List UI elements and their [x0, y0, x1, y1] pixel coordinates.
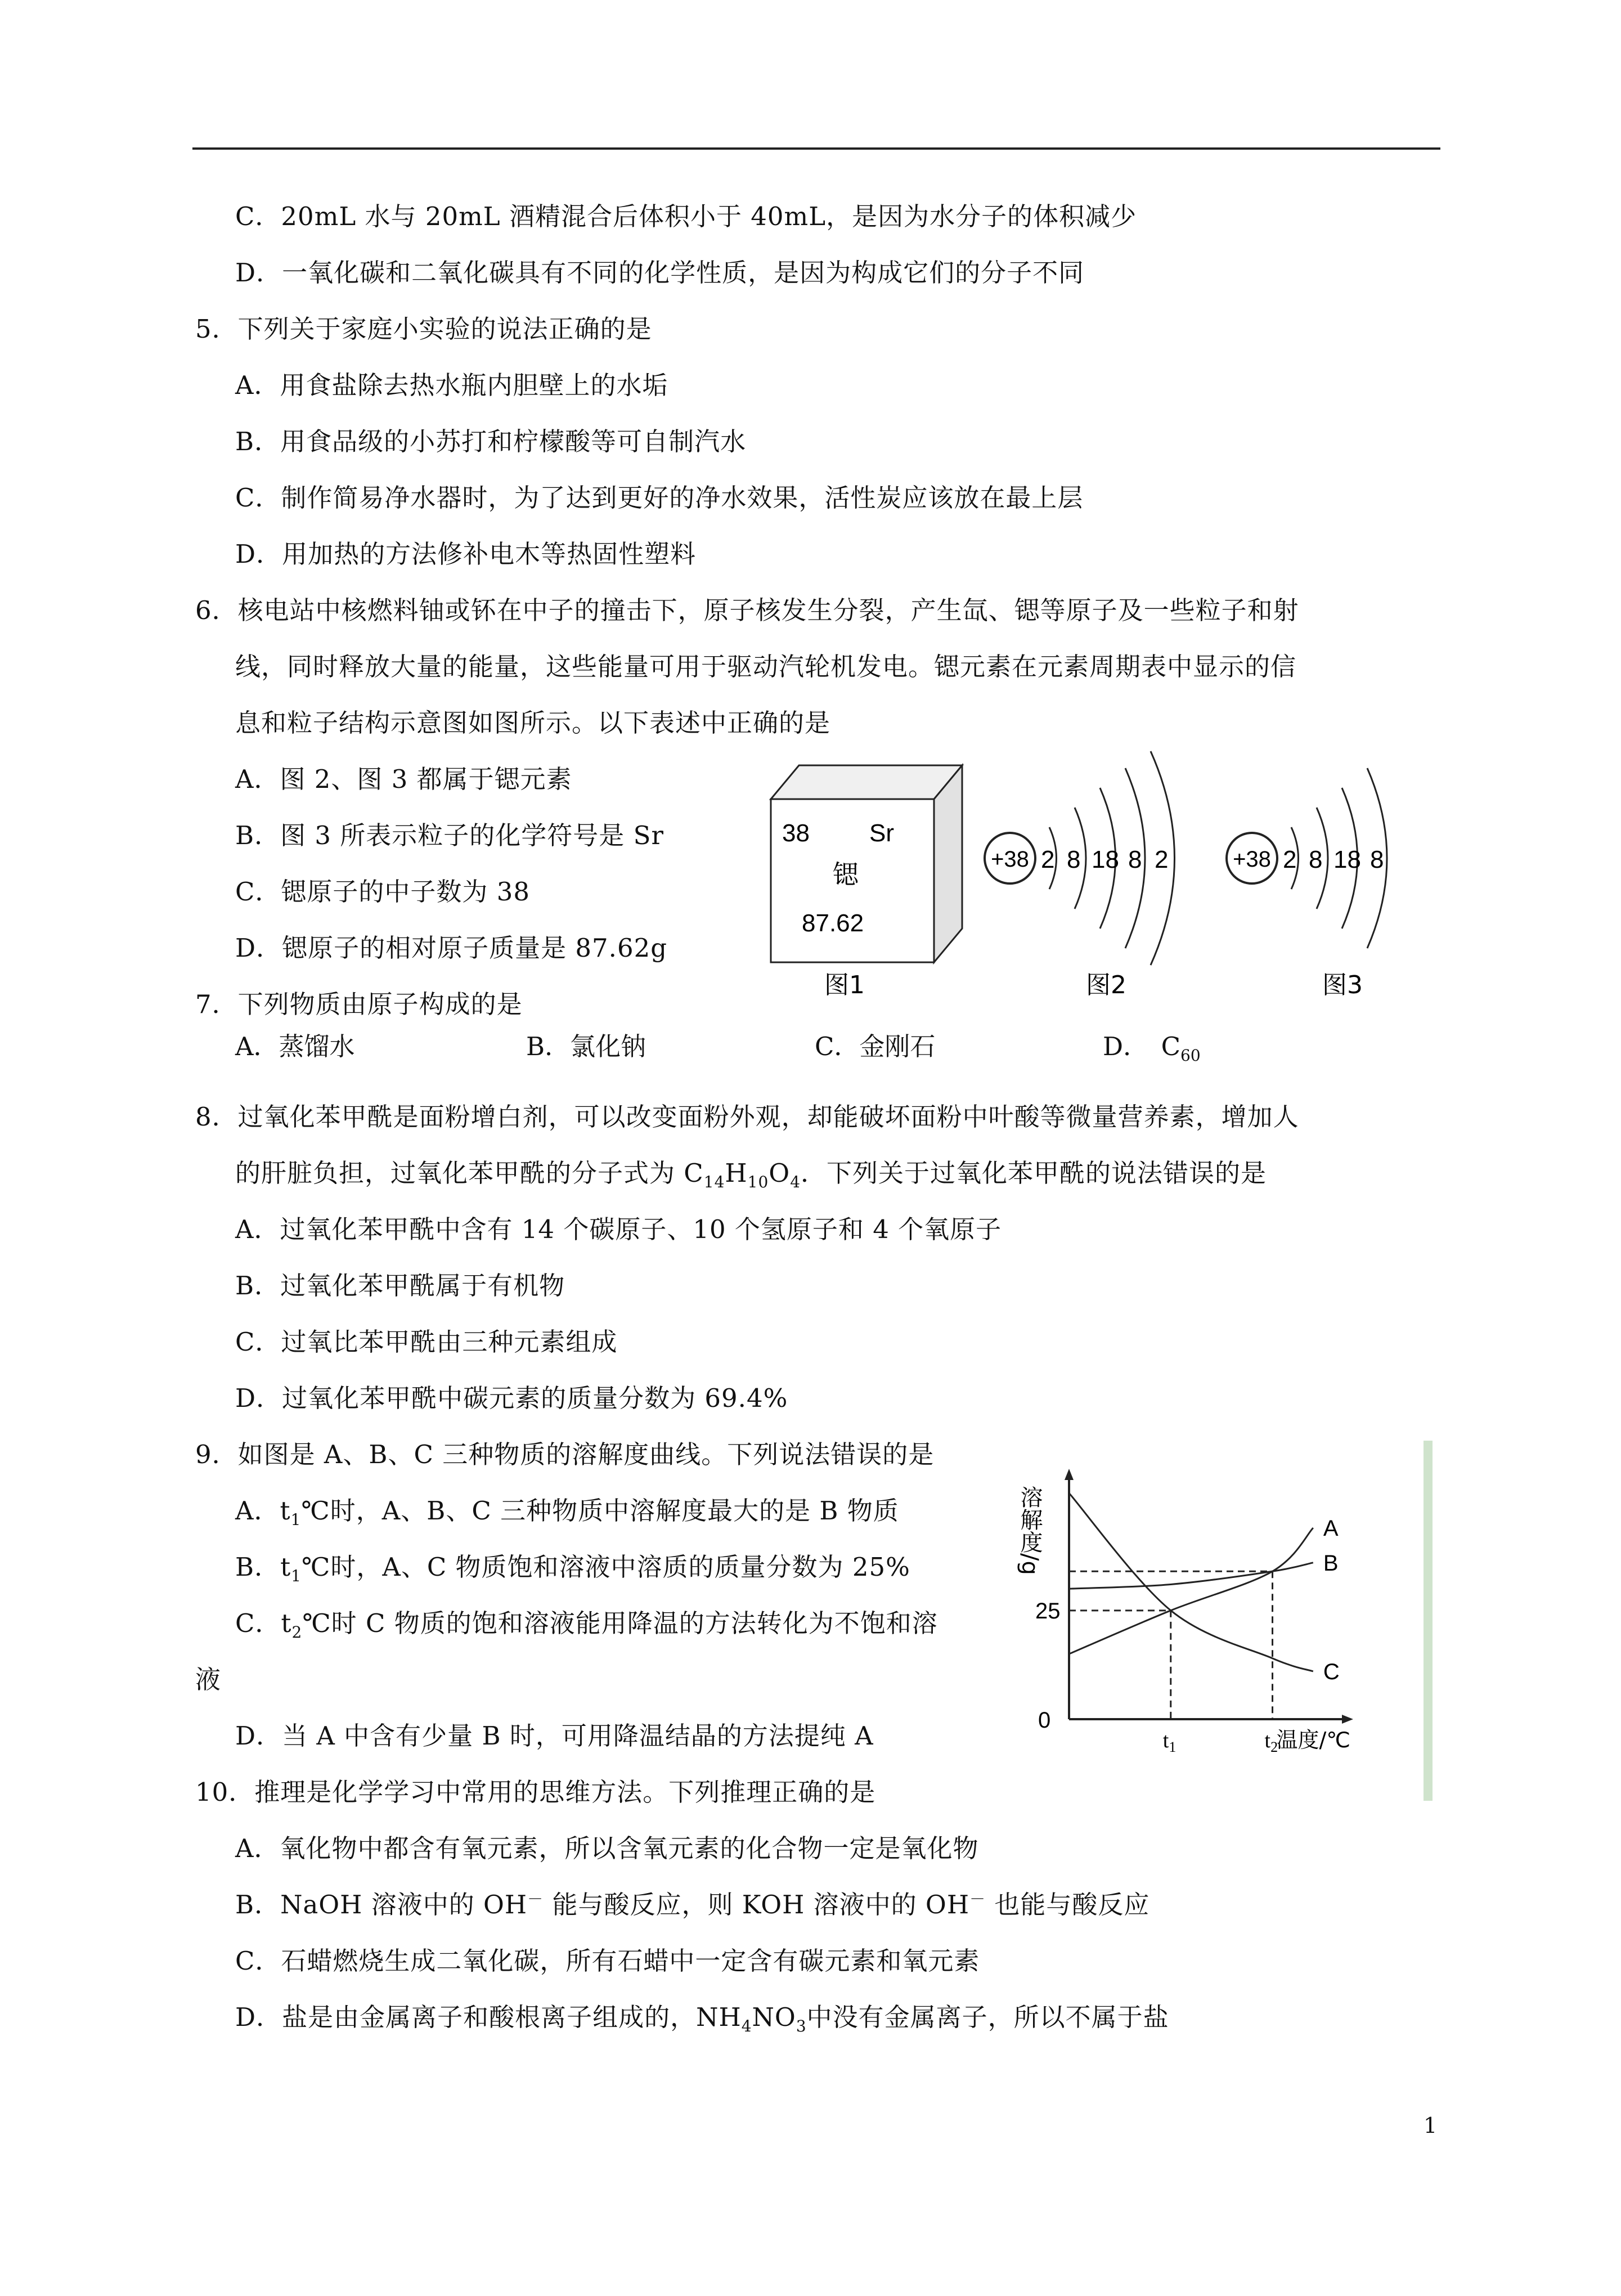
q9-option-d: D．当 A 中含有少量 B 时，可用降温结晶的方法提纯 A — [235, 1721, 874, 1751]
curve-A — [1069, 1528, 1313, 1654]
fig2-shell-2: 8 — [1067, 846, 1081, 873]
fig3-shell-3: 18 — [1333, 846, 1361, 873]
q8-option-c: C．过氧比苯甲酰由三种元素组成 — [235, 1327, 618, 1357]
q8-option-d: D．过氧化苯甲酰中碳元素的质量分数为 69.4% — [235, 1383, 788, 1413]
fig2-shell-1: 2 — [1041, 846, 1055, 873]
solubility-chart — [1013, 1463, 1407, 1756]
y-axis-arrow — [1065, 1469, 1074, 1480]
periodic-table-cube — [771, 765, 962, 962]
q7-option-a: A．蒸馏水 — [235, 1032, 355, 1061]
x-tick-t1: $t_1$ — [1162, 1729, 1177, 1755]
q10-option-b: B．NaOH 溶液中的 OH－ 能与酸反应，则 KOH 溶液中的 OH－ 也能与酸反应 — [235, 1890, 1150, 1920]
q5-option-a: A．用食盐除去热水瓶内胆壁上的水垢 — [235, 370, 668, 400]
chart-marks — [1035, 1493, 1340, 1755]
element-symbol: Sr — [869, 819, 894, 847]
q7-stem: 7．下列物质由原子构成的是 — [195, 989, 523, 1019]
q10-option-d: D．盐是由金属离子和酸根离子组成的，$NH_4NO_3$中没有金属离子，所以不属于盐 — [235, 2002, 1169, 2035]
q6-stem-line2: 线，同时释放大量的能量，这些能量可用于驱动汽轮机发电。锶元素在元素周期表中显示的信 — [235, 652, 1297, 681]
figure-2-label: 图2 — [1086, 971, 1126, 999]
y-tick-25: 25 — [1035, 1598, 1061, 1624]
page-number: 1 — [1424, 2113, 1438, 2138]
q7-option-c: C．金刚石 — [815, 1032, 936, 1061]
strontium-figure — [754, 743, 1429, 1002]
q10-stem: 10．推理是化学学习中常用的思维方法。下列推理正确的是 — [195, 1777, 876, 1807]
q9-option-c-wrap: 液 — [195, 1665, 222, 1694]
q5-stem: 5．下列关于家庭小实验的说法正确的是 — [195, 314, 652, 344]
q9-option-a: A．$t_1℃$时，A、B、C 三种物质中溶解度最大的是 B 物质 — [235, 1496, 899, 1529]
header-rule — [192, 147, 1440, 150]
q7-option-b: B．氯化钠 — [526, 1032, 646, 1061]
q10-option-a: A．氧化物中都含有氧元素，所以含氧元素的化合物一定是氧化物 — [235, 1833, 979, 1863]
q5-option-d: D．用加热的方法修补电木等热固性塑料 — [235, 539, 697, 569]
q6-option-d: D．锶原子的相对原子质量是 87.62g — [235, 933, 668, 963]
atom-structure-fig2 — [985, 751, 1175, 965]
curve-label-B: B — [1323, 1550, 1339, 1576]
fig3-shell-2: 8 — [1309, 846, 1323, 873]
origin-label: 0 — [1038, 1708, 1051, 1733]
fig2-shell-3: 18 — [1092, 846, 1119, 873]
q4-option-d: D．一氧化碳和二氧化碳具有不同的化学性质，是因为构成它们的分子不同 — [235, 258, 1085, 288]
x-axis-arrow — [1342, 1715, 1353, 1724]
element-name: 锶 — [833, 859, 859, 890]
q4-option-c: C．20mL 水与 20mL 酒精混合后体积小于 40mL，是因为水分子的体积减少 — [235, 201, 1137, 231]
curve-label-A: A — [1323, 1516, 1339, 1541]
element-number: 38 — [782, 819, 810, 847]
fig3-shell-4: 8 — [1370, 846, 1384, 873]
figure-1-label: 图1 — [824, 971, 865, 999]
q8-stem-line2: 的肝脏负担，过氧化苯甲酰的分子式为 $C_{14}H_{10}O_4$．下列关于过氧化苯甲酰的说法错误的是 — [235, 1158, 1267, 1191]
q10-option-c: C．石蜡燃烧生成二氧化碳，所有石蜡中一定含有碳元素和氧元素 — [235, 1946, 980, 1976]
q7-option-d: D． $C_{60}$ — [1103, 1032, 1201, 1065]
q9-option-b: B．$t_1℃$时，A、C 物质饱和溶液中溶质的质量分数为 25% — [235, 1552, 910, 1585]
y-axis-label: 溶解度/g — [1017, 1486, 1043, 1575]
q9-option-c: C．$t_2℃$时 C 物质的饱和溶液能用降温的方法转化为不饱和溶 — [235, 1608, 938, 1642]
q6-stem-line1: 6．核电站中核燃料铀或钚在中子的撞击下，原子核发生分裂，产生氙、锶等原子及一些粒子和射 — [195, 595, 1299, 625]
q6-option-c: C．锶原子的中子数为 38 — [235, 877, 530, 907]
x-tick-t2: $t_2$ — [1264, 1729, 1278, 1755]
atom-structure-fig3 — [1227, 768, 1387, 948]
q6-option-a: A．图 2、图 3 都属于锶元素 — [235, 764, 572, 794]
q5-option-b: B．用食品级的小苏打和柠檬酸等可自制汽水 — [235, 427, 747, 456]
q8-stem-line1: 8．过氧化苯甲酰是面粉增白剂，可以改变面粉外观，却能破坏面粉中叶酸等微量营养素，增加人 — [195, 1102, 1299, 1132]
decorative-side-bar — [1424, 1441, 1433, 1801]
q6-stem-line3: 息和粒子结构示意图如图所示。以下表述中正确的是 — [235, 708, 831, 738]
q8-option-b: B．过氧化苯甲酰属于有机物 — [235, 1271, 565, 1301]
curve-B — [1069, 1563, 1313, 1589]
element-mass: 87.62 — [802, 909, 864, 937]
q8-option-a: A．过氧化苯甲酰中含有 14 个碳原子、10 个氢原子和 4 个氧原子 — [235, 1214, 1002, 1244]
q6-option-b: B．图 3 所表示粒子的化学符号是 Sr — [235, 820, 664, 850]
figure-3-label: 图3 — [1322, 971, 1363, 999]
q9-stem: 9．如图是 A、B、C 三种物质的溶解度曲线。下列说法错误的是 — [195, 1440, 935, 1469]
fig3-nucleus-charge: +38 — [1233, 847, 1271, 872]
fig3-shell-1: 2 — [1283, 846, 1297, 873]
fig2-shell-4: 8 — [1128, 846, 1142, 873]
q5-option-c: C．制作简易净水器时，为了达到更好的净水效果，活性炭应该放在最上层 — [235, 483, 1084, 513]
curve-label-C: C — [1323, 1660, 1340, 1684]
x-axis-label: 温度/℃ — [1276, 1728, 1350, 1752]
fig2-nucleus-charge: +38 — [991, 847, 1029, 872]
fig2-shell-5: 2 — [1155, 846, 1169, 873]
